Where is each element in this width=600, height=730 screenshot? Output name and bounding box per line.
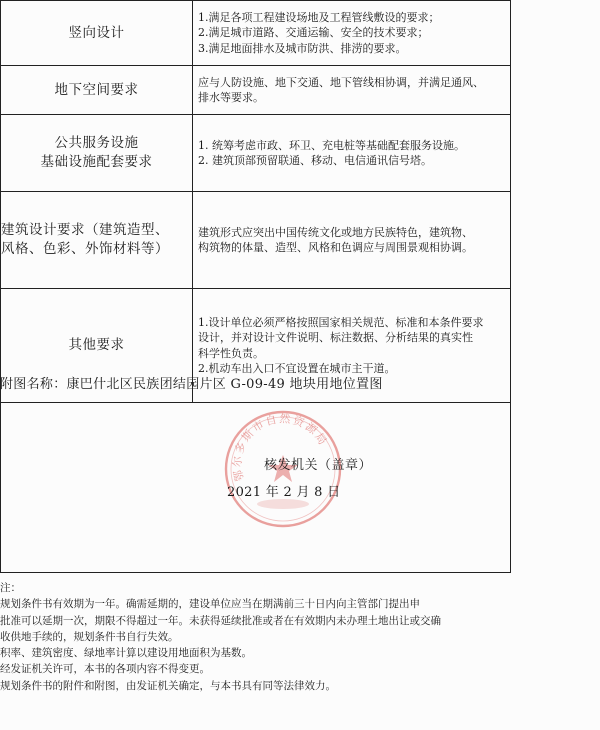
content-line: 3.满足地面排水及城市防洪、排涝的要求。 — [198, 41, 407, 55]
note-line: 收供地手续的，规划条件书自行失效。 — [0, 630, 179, 643]
row-label-vertical-design — [1, 1, 193, 66]
table-row — [1, 115, 511, 192]
notes-title: 注： — [0, 582, 21, 594]
table-row — [1, 66, 511, 115]
notes-section — [0, 580, 441, 694]
content-line: 建筑形式应突出中国传统文化或地方民族特色，建筑物、 — [198, 225, 473, 239]
content-line: 构筑物的体量、造型、风格和色调应与周围景观相协调。 — [198, 241, 473, 254]
content-line: 应与人防设施、地下交通、地下管线相协调，并满足通风、 — [198, 75, 484, 89]
attachment-name: 附图名称：康巴什北区民族团结园片区 G-09-49 地块用地位置图 — [0, 377, 383, 392]
row-label-underground-space — [1, 66, 193, 115]
label-line: 地下空间要求 — [54, 81, 139, 98]
content-line: 设计，并对设计文件说明、标注数据、分析结果的真实性 — [198, 331, 473, 344]
content-line: 2. 建筑顶部预留联通、移动、电信通讯信号塔。 — [198, 154, 432, 167]
row-content-vertical-design — [193, 1, 511, 66]
row-content-architecture-design — [193, 192, 511, 289]
note-line: 规划条件书有效期为一年。确需延期的，建设单位应当在期满前三十日内向主管部门提出申 — [0, 598, 420, 611]
content-line: 2.满足城市道路、交通运输、安全的技术要求； — [198, 26, 429, 40]
label-line: 建筑设计要求（建筑造型、 — [1, 222, 169, 238]
table-row — [1, 192, 511, 289]
label-line: 基础设施配套要求 — [40, 154, 153, 170]
row-content-public-services — [193, 115, 511, 192]
content-line: 1.设计单位必须严格按照国家相关规范、标准和本条件要求 — [198, 315, 484, 329]
note-line: 批准可以延期一次，期限不得超过一年。未获得延续批准或者在有效期内未办理土地出让或交确 — [0, 614, 441, 627]
issuing-authority-label: 核发机关（盖章） — [264, 458, 373, 473]
label-line: 其他要求 — [68, 337, 125, 353]
label-line: 风格、色彩、外饰材料等） — [1, 241, 169, 257]
content-line: 2.机动车出入口不宜设置在城市主干道。 — [198, 362, 396, 375]
table-row — [1, 1, 511, 66]
note-line: 规划条件书的附件和附图，由发证机关确定，与本书具有同等法律效力。 — [0, 679, 336, 692]
note-line: 积率、建筑密度、绿地率计算以建设用地面积为基数。 — [0, 647, 252, 660]
row-content-underground-space — [193, 66, 511, 115]
seal-text: 鄂尔多斯市自然资源局 — [230, 412, 331, 483]
content-line: 科学性负责。 — [198, 346, 264, 360]
planning-conditions-table — [0, 0, 511, 403]
section-border-right — [510, 356, 511, 572]
row-label-public-services — [1, 115, 193, 192]
label-line: 竖向设计 — [68, 24, 125, 41]
label-line: 公共服务设施 — [54, 135, 139, 151]
content-line: 1.满足各项工程建设场地及工程管线敷设的要求； — [198, 10, 440, 24]
row-label-architecture-design — [1, 192, 193, 289]
issue-date: 2021 年 2 月 8 日 — [227, 485, 341, 500]
note-line: 经发证机关许可，本书的各项内容不得变更。 — [0, 663, 210, 676]
content-line: 排水等要求。 — [198, 91, 264, 104]
section-border-bottom — [0, 572, 511, 573]
content-line: 1. 统筹考虑市政、环卫、充电桩等基础配套服务设施。 — [198, 138, 465, 152]
